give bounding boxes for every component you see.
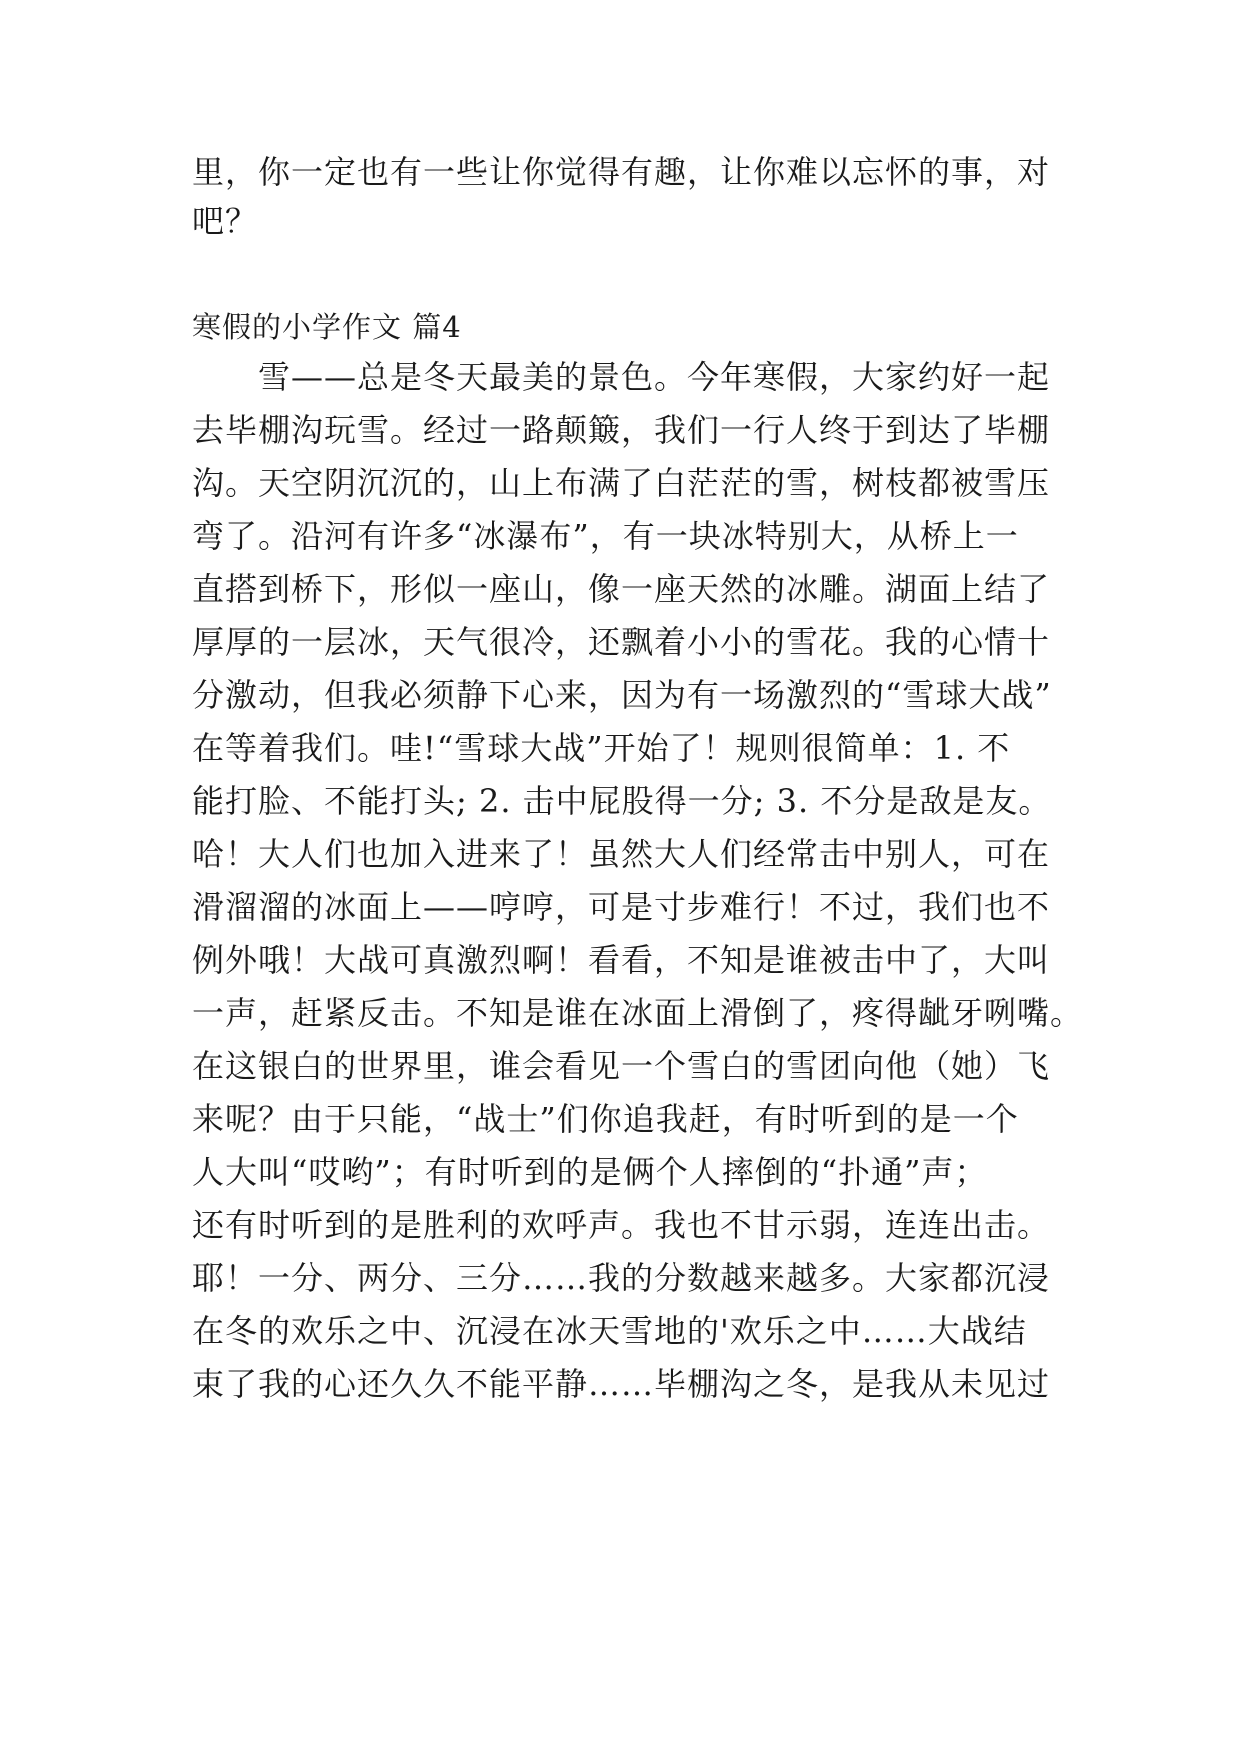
body-line-10: 哈！大人们也加入进来了！虽然大人们经常击中别人，可在 bbox=[192, 835, 1051, 873]
body-line-19: 在冬的欢乐之中、沉浸在冰天雪地的'欢乐之中……大战结 bbox=[192, 1312, 1027, 1350]
body-line-13: 一声，赶紧反击。不知是谁在冰面上滑倒了，疼得龇牙咧嘴。 bbox=[192, 994, 1084, 1032]
body-line-20: 束了我的心还久久不能平静……毕棚沟之冬，是我从未见过 bbox=[192, 1365, 1051, 1403]
body-line-1: 雪——总是冬天最美的景色。今年寒假，大家约好一起 bbox=[192, 358, 1051, 396]
body-line-6: 厚厚的一层冰，天气很冷，还飘着小小的雪花。我的心情十 bbox=[192, 623, 1051, 661]
body-line-18: 耶！一分、两分、三分……我的分数越来越多。大家都沉浸 bbox=[192, 1259, 1051, 1297]
carryover-line-2: 吧？ bbox=[192, 202, 259, 240]
body-line-12: 例外哦！大战可真激烈啊！看看，不知是谁被击中了，大叫 bbox=[192, 941, 1051, 979]
section-heading: 寒假的小学作文 篇4 bbox=[192, 310, 462, 344]
body-line-15: 来呢？由于只能，“战士”们你追我赶，有时听到的是一个 bbox=[192, 1100, 1019, 1138]
carryover-line-1: 里，你一定也有一些让你觉得有趣，让你难以忘怀的事，对 bbox=[192, 153, 1051, 191]
body-line-14: 在这银白的世界里，谁会看见一个雪白的雪团向他（她）飞 bbox=[192, 1047, 1051, 1085]
body-line-7: 分激动，但我必须静下心来，因为有一场激烈的“雪球大战” bbox=[192, 676, 1052, 714]
body-line-9: 能打脸、不能打头; 2. 击中屁股得一分; 3. 不分是敌是友。 bbox=[192, 782, 1052, 820]
body-line-4: 弯了。沿河有许多“冰瀑布”，有一块冰特别大，从桥上一 bbox=[192, 517, 1019, 555]
body-line-17: 还有时听到的是胜利的欢呼声。我也不甘示弱，连连出击。 bbox=[192, 1206, 1051, 1244]
body-line-16: 人大叫“哎哟”；有时听到的是俩个人摔倒的“扑通”声； bbox=[192, 1153, 988, 1191]
body-line-11: 滑溜溜的冰面上——哼哼，可是寸步难行！不过，我们也不 bbox=[192, 888, 1051, 926]
body-line-2: 去毕棚沟玩雪。经过一路颠簸，我们一行人终于到达了毕棚 bbox=[192, 411, 1051, 449]
body-line-3: 沟。天空阴沉沉的，山上布满了白茫茫的雪，树枝都被雪压 bbox=[192, 464, 1051, 502]
body-line-8: 在等着我们。哇!“雪球大战”开始了！规则很简单：1. 不 bbox=[192, 729, 1011, 767]
body-line-5: 直搭到桥下，形似一座山，像一座天然的冰雕。湖面上结了 bbox=[192, 570, 1051, 608]
